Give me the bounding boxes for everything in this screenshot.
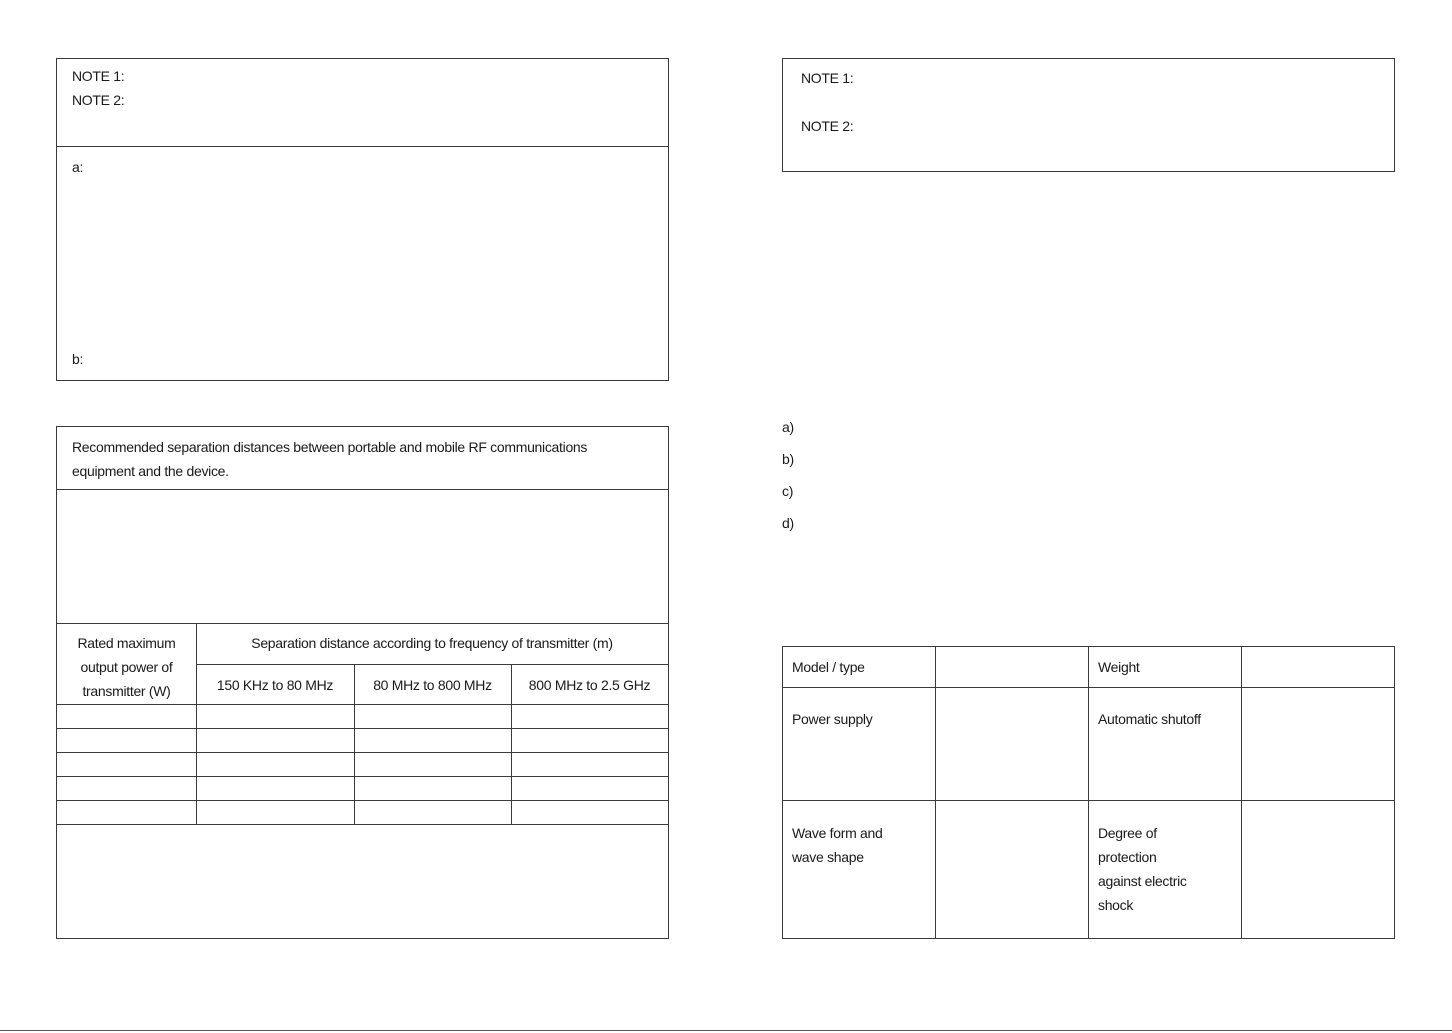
rated-power-header-line-1: Rated maximum	[77, 635, 176, 651]
degree-protection-label-line-2: protection	[1098, 849, 1157, 865]
rated-power-header-line-2: output power of	[80, 659, 173, 675]
table-row-rule	[57, 704, 668, 705]
table-row-rule	[57, 800, 668, 801]
weight-label: Weight	[1098, 659, 1140, 675]
wave-form-label-line-2: wave shape	[792, 849, 864, 865]
device-spec-table	[782, 646, 1395, 939]
separation-table-title-line-2: equipment and the device.	[72, 463, 229, 479]
table-row-rule	[57, 728, 668, 729]
rated-power-header	[57, 631, 196, 703]
footnote-a-label: a:	[72, 159, 84, 175]
left-note-1: NOTE 1:	[72, 68, 125, 84]
spec-col-divider-1	[935, 647, 936, 938]
right-note-1: NOTE 1:	[801, 70, 854, 86]
sub-header-80mhz: 80 MHz to 800 MHz	[373, 677, 492, 693]
table-row-rule	[57, 776, 668, 777]
left-notes-box	[56, 58, 669, 381]
right-note-2: NOTE 2:	[801, 118, 854, 134]
spec-col-divider-2	[1088, 647, 1089, 938]
separation-distance-table	[56, 426, 669, 939]
list-marker-b: b)	[782, 451, 794, 467]
col-divider-1	[196, 623, 197, 824]
separation-table-title-line-1: Recommended separation distances between portable and mobile RF communications	[72, 439, 588, 455]
right-notes-box	[782, 58, 1395, 172]
left-notes-divider	[57, 146, 668, 147]
title-divider	[57, 489, 668, 490]
list-marker-a: a)	[782, 419, 794, 435]
spec-row-divider-2	[783, 800, 1394, 801]
footnote-b-label: b:	[72, 351, 84, 367]
group-header-divider	[196, 664, 668, 665]
table-row-rule	[57, 752, 668, 753]
power-supply-label: Power supply	[792, 711, 873, 727]
sub-header-800mhz: 800 MHz to 2.5 GHz	[528, 677, 651, 693]
model-type-label: Model / type	[792, 659, 865, 675]
rated-power-header-line-3: transmitter (W)	[82, 683, 171, 699]
wave-form-label-line-1: Wave form and	[792, 825, 883, 841]
table-body-bottom-rule	[57, 824, 668, 825]
list-marker-d: d)	[782, 515, 794, 531]
spec-col-divider-3	[1241, 647, 1242, 938]
left-note-2: NOTE 2:	[72, 92, 125, 108]
list-marker-c: c)	[782, 483, 794, 499]
page-bottom-rule	[0, 1030, 1452, 1031]
degree-protection-label-line-4: shock	[1098, 897, 1134, 913]
separation-group-header: Separation distance according to frequency of transmitter (m)	[251, 635, 613, 651]
sub-header-150khz: 150 KHz to 80 MHz	[216, 677, 334, 693]
header-top-rule	[57, 623, 668, 624]
degree-protection-label-line-1: Degree of	[1098, 825, 1157, 841]
spec-row-divider-1	[783, 687, 1394, 688]
degree-protection-label-line-3: against electric	[1098, 873, 1187, 889]
automatic-shutoff-label: Automatic shutoff	[1098, 711, 1201, 727]
